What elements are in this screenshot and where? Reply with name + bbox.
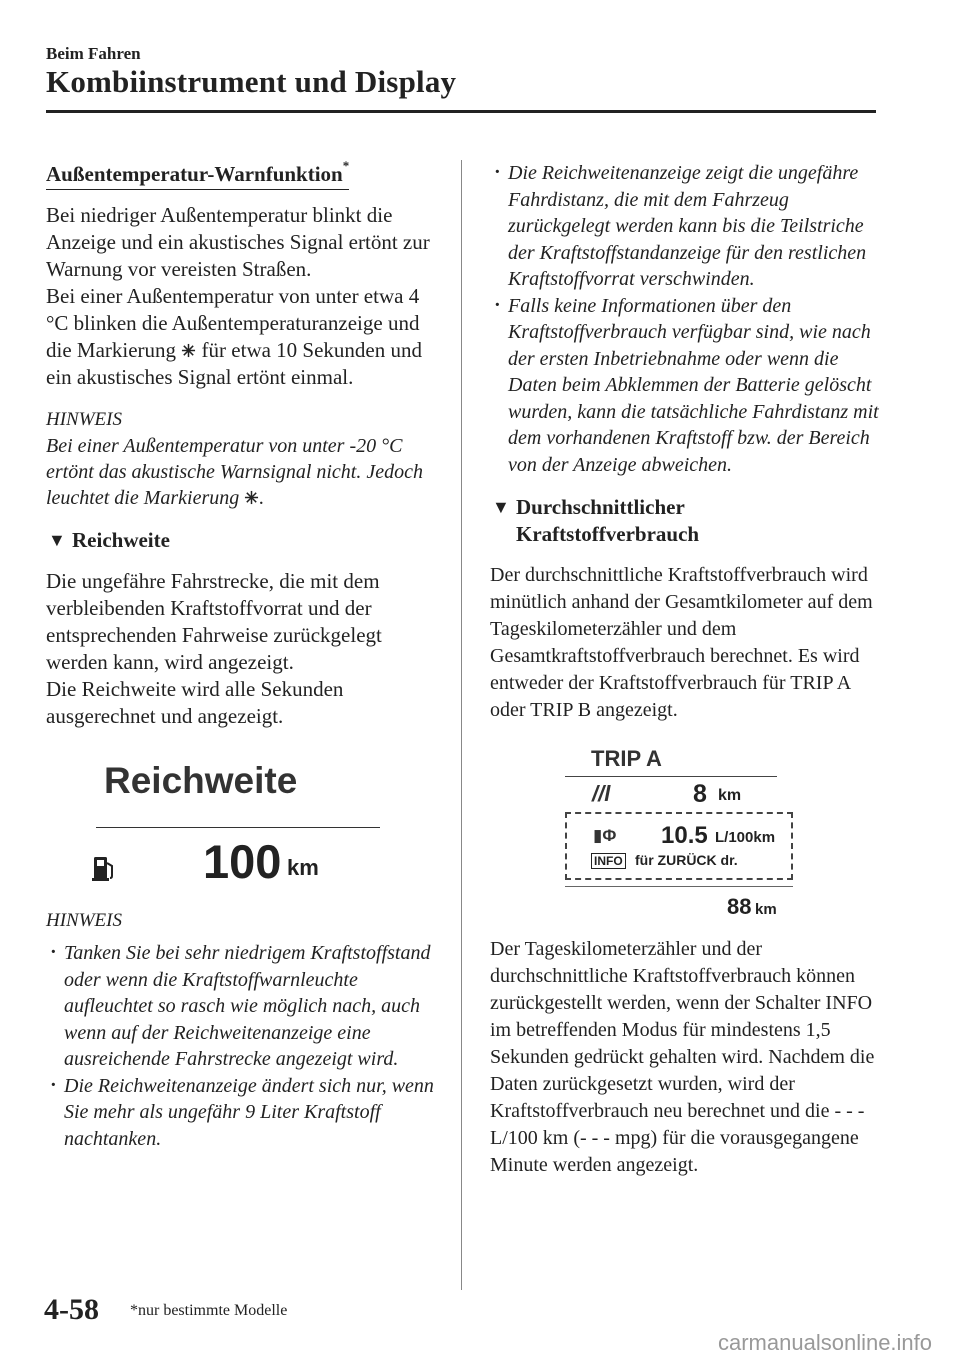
section-label: Beim Fahren — [46, 44, 141, 63]
trip-rule — [565, 776, 777, 777]
triangle-marker-icon: ▼ — [492, 497, 510, 517]
consumption-box — [565, 812, 793, 880]
snowflake-icon — [181, 343, 196, 358]
consumption-value: 10.5 — [661, 822, 708, 849]
list-item: · Tanken Sie bei sehr niedrigem Kraftstoffstand oder wenn die Kraftstoffwarnleuchte aufleuchtet so rasch wie möglich nach, auch wenn auf der Reichweitenanzeige eine ausreichende Fahrstrecke angezeigt wird. — [46, 940, 442, 1073]
trip-display-illustration — [565, 746, 805, 926]
right-column — [490, 160, 884, 1179]
list-item: · Falls keine Informationen über den Kraftstoffverbrauch verfügbar sind, wie nach der ersten Inbetriebnahme oder wenn die Daten beim Abklemmen der Batterie gelöscht wurden, kann die tatsächliche Fahrdistanz mit dem vorhandenen Kraftstoff bzw. der Bereich von der Anzeige abweichen. — [490, 293, 884, 479]
footnote: *nur bestimmte Modelle — [130, 1302, 288, 1319]
consumption-unit: L/100km — [715, 829, 776, 846]
range-display-illustration — [46, 750, 442, 900]
temp-warning-note: Bei einer Außentemperatur von unter -20 °C ertönt das akustische Warnsignal nicht. Jedoch leuchtet die Markierung . — [46, 435, 423, 509]
fuel-pump-icon — [91, 853, 117, 883]
chapter-title: Kombiinstrument und Display — [46, 64, 457, 99]
avg-paragraph-1: Der durchschnittliche Kraftstoffverbrauch wird minütlich anhand der Gesamtkilometer auf dem Tageskilometerzähler und dem Gesamtkraftstoffverbrauch berechnet. Es wird entweder der Kraftstoffverbrauch für TRIP A oder TRIP B angezeigt. — [490, 564, 873, 721]
range-note-list-continued — [490, 160, 884, 478]
bottom-value: 88 — [727, 894, 752, 919]
range-display-title: Reichweite — [104, 760, 298, 801]
header-rule — [46, 110, 876, 113]
range-display-rule — [96, 827, 380, 828]
road-distance-icon: //l — [592, 781, 611, 806]
temp-warning-paragraph-1: Bei niedriger Außentemperatur blinkt die Anzeige und ein akustisches Signal ertönt zur Warnung vor vereisten Straßen. — [46, 203, 430, 281]
range-note-title: HINWEIS — [46, 910, 122, 931]
range-display-value: 100 — [203, 835, 282, 888]
range-display-unit: km — [287, 855, 319, 880]
column-divider — [461, 160, 462, 1290]
list-item: · Die Reichweitenanzeige ändert sich nur, wenn Sie mehr als ungefähr 9 Liter Kraftstoff nachtanken. — [46, 1073, 442, 1153]
range-heading: ▼ Reichweite — [48, 528, 170, 552]
info-badge: INFO — [591, 853, 626, 869]
page-number: 4-58 — [44, 1293, 99, 1326]
trip-value: 8 — [693, 780, 707, 808]
trip-bottom-rule — [565, 886, 793, 887]
watermark: carmanualsonline.info — [718, 1330, 933, 1355]
triangle-marker-icon: ▼ — [48, 530, 66, 550]
avg-paragraph-2: Der Tageskilometerzähler und der durchschnittliche Kraftstoffverbrauch können zurückgestellt werden, wenn der Schalter INFO im betreffenden Modus für mindestens 1,5 Sekunden gedrückt gehalten wird. Nachdem die Daten zurückgesetzt wurden, wird der Kraftstoffverbrauch neu berechnet und die - - - L/100 km (- - - mpg) für die vorausgegangene Minute werden angezeigt. — [490, 938, 875, 1176]
range-note-list — [46, 940, 442, 1152]
range-paragraph-1: Die ungefähre Fahrstrecke, die mit dem verbleibenden Kraftstoffvorrat und der entsprechenden Fahrweise zurückgelegt werden kann, wird angezeigt. — [46, 569, 382, 674]
temp-warning-paragraph-2: Bei einer Außentemperatur von unter etwa 4 °C blinken die Außentemperaturanzeige und die Markierung für etwa 10 Sekunden und ein akustisches Signal ertönt einmal. — [46, 284, 422, 389]
bottom-unit: km — [755, 901, 777, 918]
heading-footnote-mark: * — [342, 158, 350, 173]
temp-warning-heading: Außentemperatur-Warnfunktion* — [46, 162, 349, 190]
avg-consumption-heading: ▼ Durchschnittlicher Kraftstoffverbrauch — [492, 495, 700, 546]
fuel-consumption-icon: ▮Φ — [593, 826, 617, 845]
info-reset-text: für ZURÜCK dr. — [635, 852, 738, 868]
list-item: · Die Reichweitenanzeige zeigt die ungefähre Fahrdistanz, die mit dem Fahrzeug zurückgelegt werden kann bis die Teilstriche der Kraftstoffstandanzeige für den restlichen Kraftstoffvorrat verschwinden. — [490, 160, 884, 293]
left-column — [46, 160, 442, 1152]
trip-unit: km — [718, 787, 742, 804]
snowflake-icon — [244, 490, 259, 505]
trip-label: TRIP A — [591, 746, 662, 771]
range-paragraph-2: Die Reichweite wird alle Sekunden ausgerechnet und angezeigt. — [46, 677, 344, 728]
note-title: HINWEIS — [46, 409, 122, 430]
